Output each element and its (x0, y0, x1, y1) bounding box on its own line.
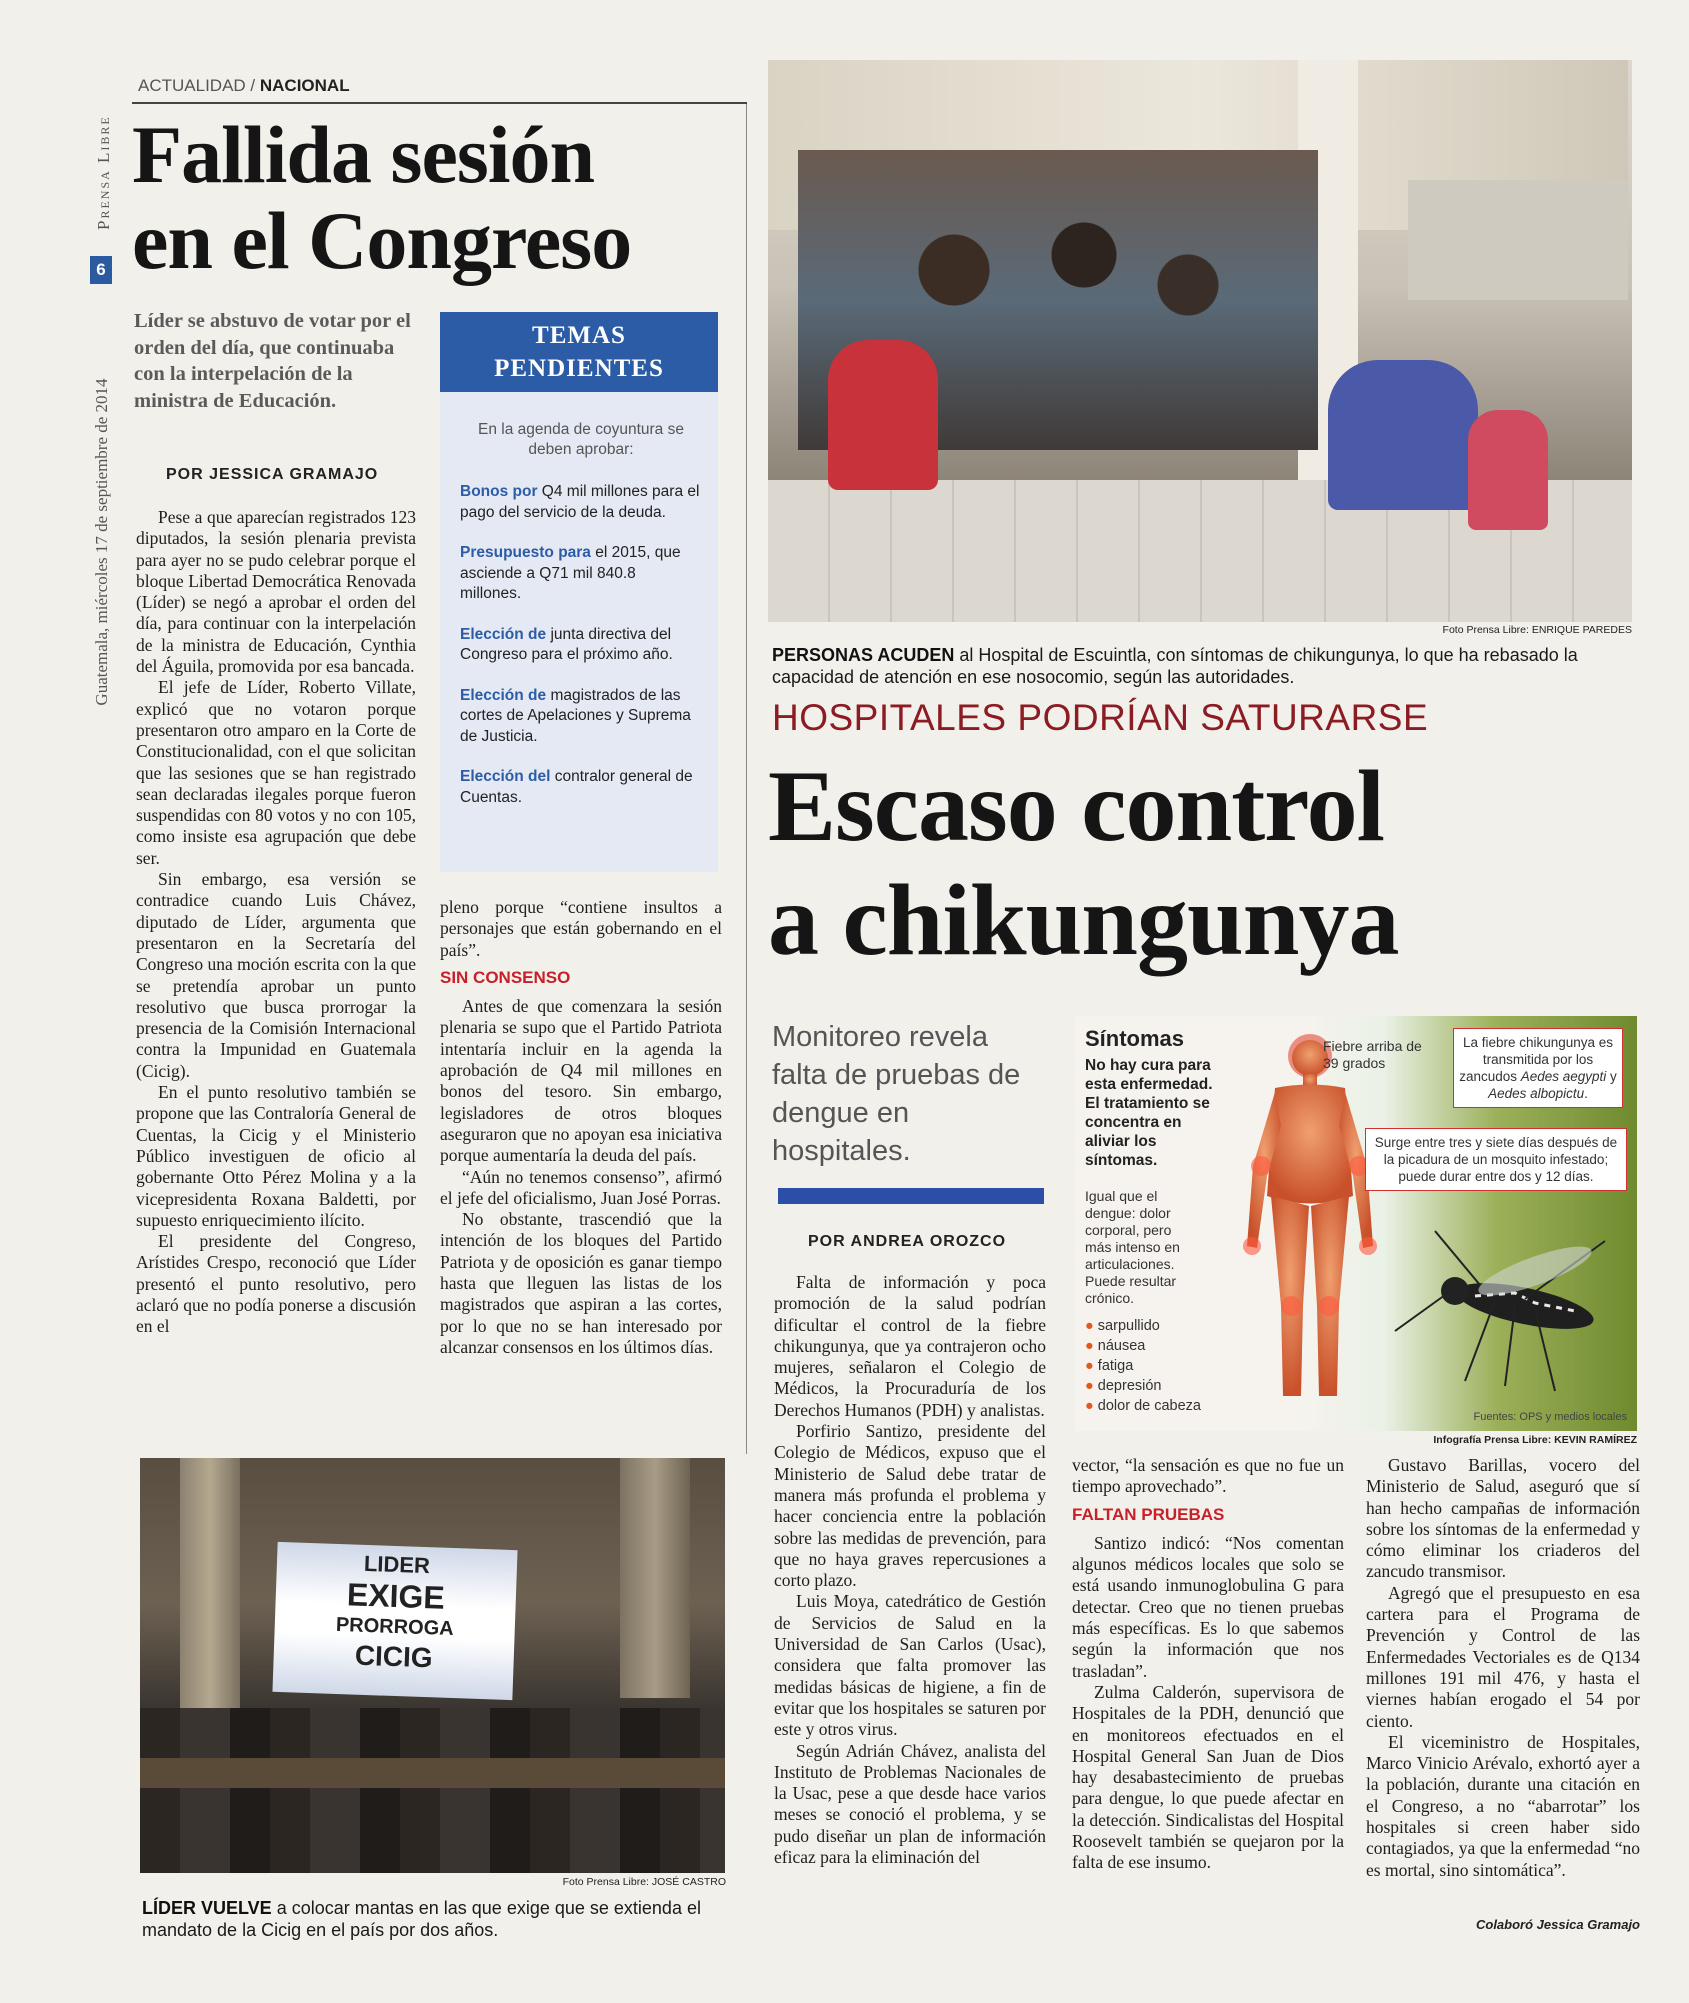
banner-line: PRORROGA (335, 1613, 455, 1641)
article2-headline-line1: Escaso control (768, 750, 1384, 863)
article1-headline-line2: en el Congreso (132, 195, 632, 286)
pending-item-text: junta directiva del Congreso para el próximo año. (460, 625, 673, 663)
article2-paragraph: Luis Moya, catedrático de Gestión de Servicios de Salud en la Universidad de San Carlos (Usac), considera que falta promover las medidas básicas de higiene, a fin de evitar que los hospitales se saturen por este y otros virus. (774, 1591, 1046, 1740)
symptoms-infographic (1075, 1016, 1637, 1431)
pending-box-title-line2: PENDIENTES (494, 355, 664, 382)
article2-column3 (1366, 1455, 1640, 1881)
pending-item-lead: Elección de (460, 686, 547, 704)
pending-item-lead: Presupuesto para (460, 544, 591, 561)
pending-topics-box (440, 312, 718, 872)
article1-column1 (136, 507, 416, 1338)
photo-counter (1408, 180, 1628, 300)
photo-column (180, 1458, 240, 1718)
pending-item (460, 686, 700, 748)
article2-byline: POR ANDREA OROZCO (808, 1233, 1007, 1250)
transmission-text: La fiebre chikungunya es transmitida por los zancudos (1459, 1035, 1614, 1084)
article1-paragraph: Sin embargo, esa versión se contradice cuando Luis Chávez, diputado de Líder, argumenta que presentaron en la Secretaría del Congreso una moción escrita con la que se pretendía aprobar un punto resolutivo que busca prorrogar la presencia de la Comisión Internacional contra la Impunidad en Guatemala (Cicig). (136, 869, 416, 1081)
pending-item (460, 625, 700, 666)
article1-paragraph: Antes de que comenzara la sesión plenaria se supo que el Partido Patriota intentaría incluir en la agenda la aprobación de Q4 mil millones en bonos del tesoro. Sin embargo, legisladores de otros bloques aseguraron que no apoyan esa iniciativa porque aumentaría la deuda del país. (440, 996, 722, 1166)
species-name: Aedes albopictu (1488, 1086, 1585, 1101)
photo-woman-blue (1328, 360, 1478, 510)
infographic-credit: Infografía Prensa Libre: KEVIN RAMÍREZ (1433, 1434, 1637, 1446)
transmission-box (1453, 1028, 1623, 1108)
article1-paragraph: En el punto resolutivo también se propone que las Contraloría General de Cuentas, la Cicig y el Ministerio Público investiguen de oficio al gobernante Otto Pérez Molina y a la vicepresidenta Roxana Baldetti, por supuesto enriquecimiento ilícito. (136, 1082, 416, 1230)
pending-item (460, 767, 700, 808)
pending-box-list (460, 482, 700, 808)
symptom-item: ● depresión (1085, 1378, 1162, 1394)
dengue-note: Igual que el dengue: dolor corporal, pero más intenso en articulaciones. Puede resultar crónico. (1085, 1188, 1180, 1306)
hospital-photo-credit: Foto Prensa Libre: ENRIQUE PAREDES (1442, 624, 1632, 636)
section-label (138, 76, 350, 96)
header-rule (132, 102, 747, 104)
symptom-label: sarpullido (1097, 1318, 1160, 1334)
article1-headline-line1: Fallida sesión (132, 109, 595, 200)
symptom-list (1085, 1316, 1205, 1416)
pending-item-text: magistrados de las cortes de Apelaciones y Suprema de Justicia. (460, 686, 691, 745)
article2-paragraph: Santizo indicó: “Nos comentan algunos médicos locales que solo se está usando inmunoglobulina G para detectar. Creo que no tienen pruebas más específicas. Es lo que sabemos según la información que nos trasladan”. (1072, 1532, 1344, 1681)
symptom-label: depresión (1097, 1378, 1162, 1394)
publication-name: Prensa Libre (94, 115, 113, 230)
section-category: ACTUALIDAD / (138, 76, 260, 95)
caption-text: al Hospital de Escuintla, con síntomas de chikungunya, lo que ha rebasado la capacidad de atención en ese nosocomio, según las autoridades. (772, 645, 1578, 687)
article1-paragraph: El presidente del Congreso, Arístides Crespo, reconoció que Líder presentó el punto resolutivo, pero aclaró que no podía ponerse a discusión en el (136, 1231, 416, 1337)
infographic-title: Síntomas (1085, 1026, 1185, 1051)
section-subcategory: NACIONAL (259, 76, 350, 95)
symptom-label: náusea (1097, 1338, 1146, 1354)
pending-item-lead: Elección del (460, 768, 551, 785)
banner-line: CICIG (354, 1639, 434, 1674)
pending-item (460, 482, 700, 523)
human-anatomy-figure (1225, 1026, 1395, 1416)
pending-box-intro: En la agenda de coyuntura se deben aprobar: (478, 421, 684, 458)
photo-column (620, 1458, 690, 1698)
pending-box-header (440, 312, 718, 392)
article1-paragraph: El jefe de Líder, Roberto Villate, explicó que no votaron porque presentaron otro amparo en la Corte de Constitucionalidad, con el que solicitan que las sesiones que se han registrado sean declaradas ilegales porque fueron suspendidas con 80 votos y no con 105, como insiste esa agrupación que debe ser. (136, 677, 416, 868)
congress-photo (140, 1458, 725, 1873)
symptom-item: ● fatiga (1085, 1358, 1134, 1374)
species-name: Aedes aegypti (1520, 1069, 1607, 1084)
photo-woman-red (828, 340, 938, 490)
pending-item (460, 543, 700, 605)
article2-paragraph: El viceministro de Hospitales, Marco Vinicio Arévalo, exhortó ayer a la población, durante una citación en el Congreso, a no “abarrotar” los hospitales si creen haber sido contagiados, ya que la enfermedad “no es mortal, sino sintomática”. (1366, 1731, 1640, 1880)
caption-lead: LÍDER VUELVE (142, 1898, 272, 1918)
congress-desk-row (140, 1758, 725, 1788)
caption-text: a colocar mantas en las que exige que se extienda el mandato de la Cicig en el país por dos años. (142, 1898, 701, 1940)
congress-seats (140, 1708, 725, 1873)
banner-line: EXIGE (346, 1576, 446, 1616)
article2-paragraph: Agregó que el presupuesto en esa cartera para el Programa de Prevención y Control de las Enfermedades Vectoriales es de Q134 millones 191 mil 476, y hasta el viernes habían erogado el 54 por ciento. (1366, 1582, 1640, 1731)
article2-kicker: HOSPITALES PODRÍAN SATURARSE (772, 697, 1429, 738)
article2-column2 (1072, 1455, 1344, 1874)
article2-deck: Monitoreo revela falta de pruebas de dengue en hospitales. (772, 1021, 1021, 1167)
pending-item-lead: Bonos por (460, 483, 538, 500)
hospital-photo-caption (772, 644, 1632, 688)
article2-column1 (774, 1272, 1046, 1868)
dateline: Guatemala, miércoles 17 de septiembre de 2014 (92, 378, 111, 706)
congress-photo-caption (142, 1897, 727, 1941)
pending-item-text: el 2015, que asciende a Q71 mil 840.8 millones. (460, 544, 681, 602)
pending-item-text: Q4 mil millones para el pago del servicio de la deuda. (460, 483, 700, 521)
article1-headline (132, 109, 752, 286)
article2-subhead: FALTAN PRUEBAS (1072, 1504, 1225, 1524)
fever-label: Fiebre arriba de 39 grados (1323, 1038, 1422, 1071)
caption-lead: PERSONAS ACUDEN (772, 645, 955, 665)
collaborator-credit: Colaboró Jessica Gramajo (1475, 1917, 1640, 1932)
symptom-item: ● sarpullido (1085, 1318, 1160, 1334)
conjunction: y (1606, 1069, 1617, 1084)
article1-byline: POR JESSICA GRAMAJO (166, 466, 379, 483)
deck-accent-bar (778, 1188, 1044, 1204)
article1-paragraph: “Aún no tenemos consenso”, afirmó el jefe del oficialismo, Juan José Porras. (440, 1166, 722, 1208)
infographic-sources: Fuentes: OPS y medios locales (1473, 1411, 1627, 1423)
pending-item-text: contralor general de Cuentas. (460, 768, 693, 806)
onset-box: Surge entre tres y siete días después de la picadura de un mosquito infestado; puede durar entre dos y 12 días. (1365, 1128, 1627, 1191)
article1-paragraph: Pese a que aparecían registrados 123 diputados, la sesión plenaria prevista para ayer no se pudo celebrar porque el bloque Libertad Democrática Renovada (Líder) se negó a aprobar el orden del día, para continuar con la interpelación de la ministra de Educación, Cynthia del Águila, promovida por esa bancada. (136, 507, 416, 677)
article2-paragraph: Según Adrián Chávez, analista del Instituto de Problemas Nacionales de la Usac, pese a que desde hace varios meses se conoció el problema, y se pudo diseñar un plan de información eficaz para la eliminación del (774, 1740, 1046, 1868)
article2-paragraph: Porfirio Santizo, presidente del Colegio de Médicos, expuso que el Ministerio de Salud debe tratar de manera más profunda el problema y hacer conciencia entre la población sobre las medidas de prevención, para que no haya graves repercusiones a corto plazo. (774, 1421, 1046, 1591)
banner-line: LIDER (363, 1550, 431, 1579)
symptom-item: ● náusea (1085, 1338, 1146, 1354)
page-sidebar (84, 60, 124, 840)
pending-box-title-line1: TEMAS (532, 322, 626, 349)
photo-child (1468, 410, 1548, 530)
hospital-photo (768, 60, 1632, 622)
article1-subhead: SIN CONSENSO (440, 967, 571, 987)
symptom-label: dolor de cabeza (1097, 1398, 1201, 1414)
infographic-intro: No hay cura para esta enfermedad. El tratamiento se concentra en aliviar los síntomas. (1085, 1057, 1213, 1169)
mosquito-illustration (1375, 1211, 1637, 1411)
page-number: 6 (90, 256, 112, 284)
protest-banner (272, 1542, 517, 1700)
article1-paragraph: No obstante, trascendió que la intención de los bloques del Partido Patriota y de oposición es ganar tiempo hasta que lleguen las listas de los magistrados que aspiran a las cortes, por lo que no se han interesado por alcanzar consensos en los últimos días. (440, 1209, 722, 1357)
pending-item-lead: Elección de (460, 625, 547, 643)
article1-column2 (440, 897, 722, 1358)
congress-photo-credit: Foto Prensa Libre: JOSÉ CASTRO (562, 1876, 726, 1888)
article2-paragraph: Falta de información y poca promoción de la salud podrían dificultar el control de la fiebre chikungunya, que ya contrajeron ocho mujeres, señalaron el Colegio de Médicos, la Procuraduría de los Derechos Humanos (PDH) y analistas. (774, 1272, 1046, 1420)
article2-headline-line2: a chikungunya (768, 864, 1399, 977)
article2-paragraph: vector, “la sensación es que no fue un tiempo aprovechado”. (1072, 1455, 1344, 1497)
article1-deck: Líder se abstuvo de votar por el orden del día, que continuaba con la interpelación de la ministra de Educación. (134, 310, 411, 412)
symptom-label: fatiga (1097, 1358, 1134, 1374)
article2-headline (768, 750, 1648, 978)
period: . (1584, 1086, 1588, 1101)
symptom-item: ● dolor de cabeza (1085, 1398, 1201, 1414)
column-divider (746, 104, 747, 1454)
article2-paragraph: Zulma Calderón, supervisora de Hospitales de la PDH, denunció que en monitoreos efectuados en el Hospital General San Juan de Dios hay desabastecimiento de pruebas para dengue, lo que puede afectar en la detección. Sindicalistas del Hospital Roosevelt también se quejaron por la falta de ese insumo. (1072, 1681, 1344, 1873)
article1-paragraph: pleno porque “contiene insultos a personajes que están gobernando en el país”. (440, 897, 722, 960)
article2-paragraph: Gustavo Barillas, vocero del Ministerio de Salud, aseguró que sí han hecho campañas de información sobre los síntomas de la enfermedad y cómo eliminar los criaderos del zancudo transmisor. (1366, 1455, 1640, 1582)
